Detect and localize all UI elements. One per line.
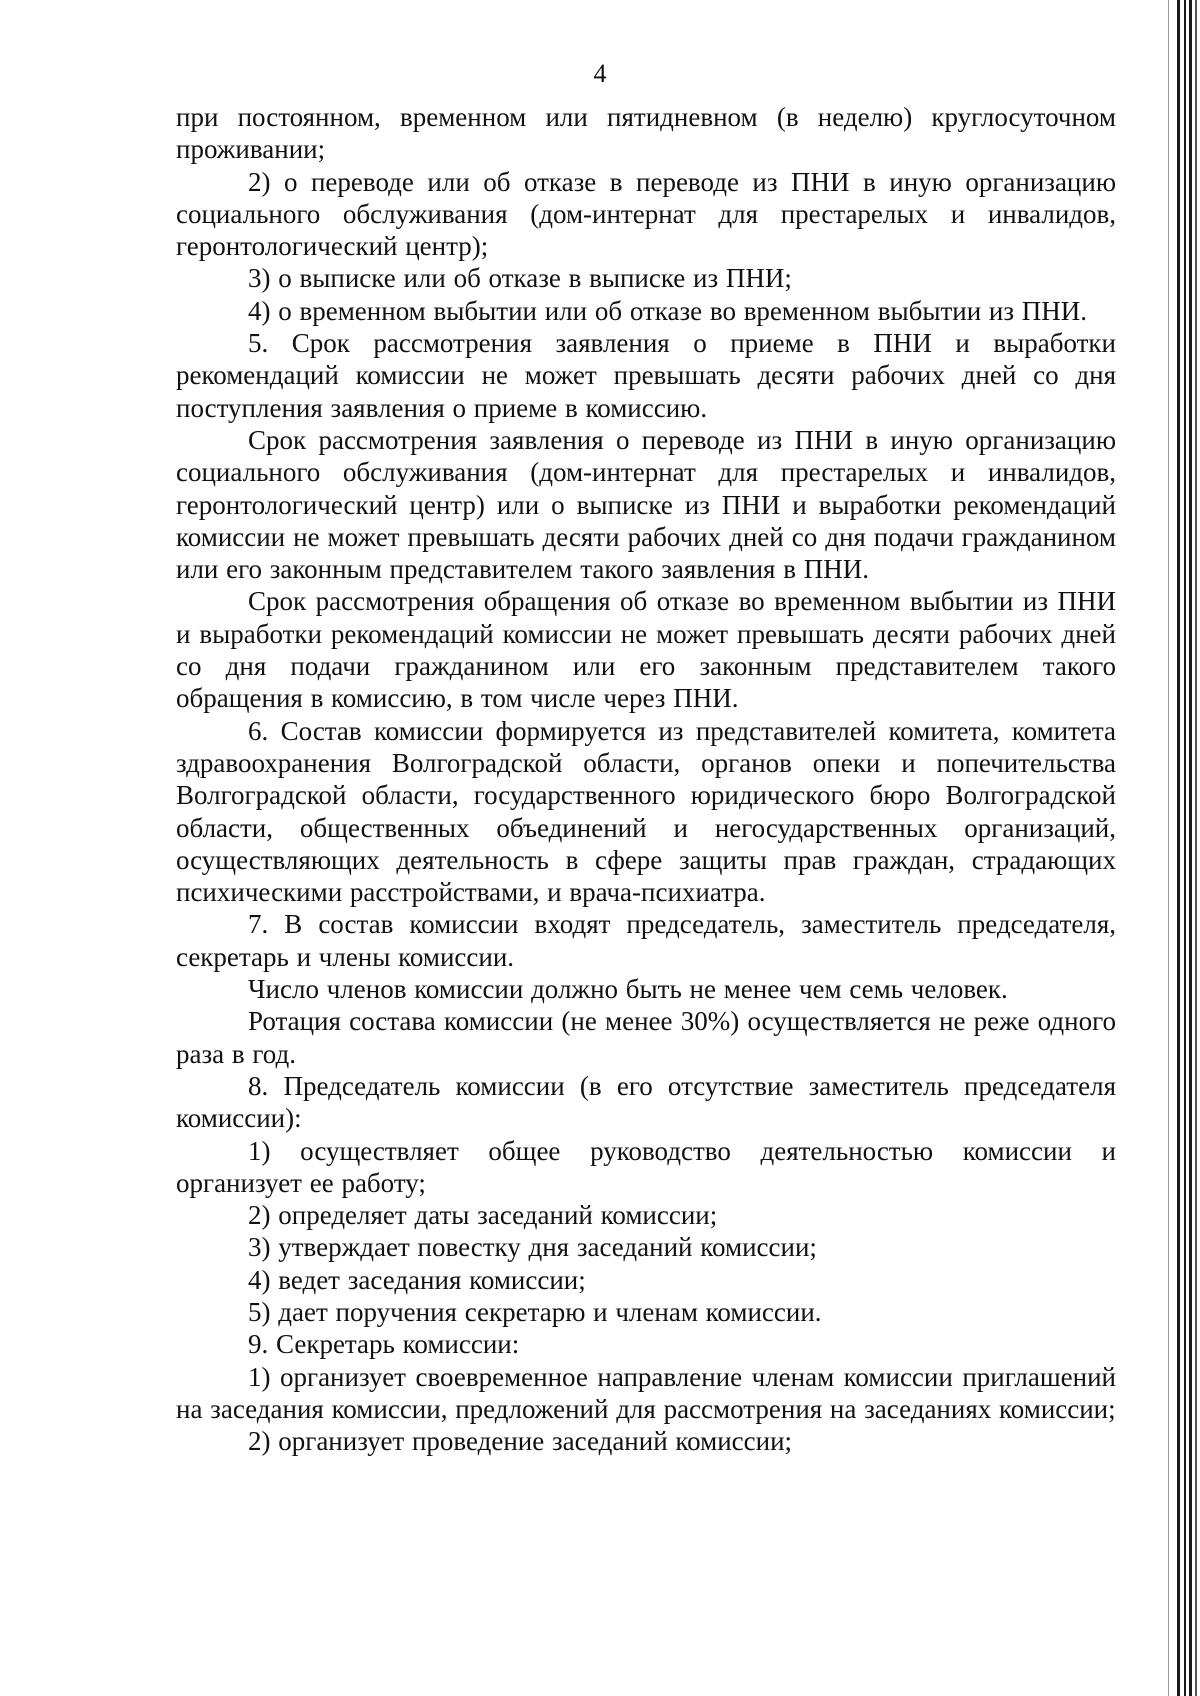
- paragraph: 4) о временном выбытии или об отказе во временном выбытии из ПНИ.: [248, 295, 1088, 326]
- paragraph: 2) организует проведение заседаний комиссии;: [248, 1426, 793, 1457]
- scan-edge-line: [1189, 0, 1192, 1696]
- paragraph: при постоянном, временном или пятидневном (в неделю) круглосуточном проживании;: [176, 102, 1116, 165]
- paragraph: 3) о выписке или об отказе в выписке из ПНИ;: [248, 263, 792, 294]
- scan-edge-line: [1177, 0, 1180, 1696]
- paragraph: 2) о переводе или об отказе в переводе из ПНИ в иную организацию социального обслуживания (дом-интернат для престарелых и инвалидов, геронтологический центр);: [176, 166, 1116, 262]
- paragraph: 8. Председатель комиссии (в его отсутствие заместитель председателя комиссии):: [176, 1070, 1116, 1134]
- scan-edge-line: [1184, 0, 1186, 1696]
- paragraph: 1) организует своевременное направление членам комиссии приглашений на заседания комиссии, предложений для рассмотрения на заседаниях комиссии;: [176, 1361, 1116, 1424]
- paragraph: Срок рассмотрения заявления о переводе из ПНИ в иную организацию социального обслуживания (дом-интернат для престарелых и инвалидов, геронтологический центр) или о выписке из ПНИ и выработки рекомендаций комиссии не может превышать десяти рабочих дней со дня подачи гражданином или его законным представителем такого заявления в ПНИ.: [176, 424, 1116, 585]
- paragraph: 6. Состав комиссии формируется из представителей комитета, комитета здравоохранения Волгоградской области, органов опеки и попечительства Волгоградской области, государственного юридического бюро Волгоградской области, общественных объединений и негосударственных организаций, осуществляющих деятельность в сфере защиты прав граждан, страдающих психическими расстройствами, и врача-психиатра.: [176, 715, 1116, 908]
- scan-edge-line: [1168, 0, 1169, 1696]
- page-number: 4: [593, 59, 607, 88]
- paragraph: 5) дает поручения секретарю и членам комиссии.: [248, 1296, 822, 1327]
- document-body: [176, 101, 1116, 1457]
- paragraph: Срок рассмотрения обращения об отказе во временном выбытии из ПНИ и выработки рекомендаций комиссии не может превышать десяти рабочих дней со дня подачи гражданином или его законным представителем такого обращения в комиссию, в том числе через ПНИ.: [176, 586, 1116, 714]
- paragraph: 9. Секретарь комиссии:: [248, 1329, 520, 1360]
- paragraph: 3) утверждает повестку дня заседаний комиссии;: [248, 1232, 817, 1263]
- paragraph: Ротация состава комиссии (не менее 30%) осуществляется не реже одного раза в год.: [176, 1006, 1116, 1069]
- scan-edge-lines: [1160, 0, 1200, 1696]
- paragraph: 1) осуществляет общее руководство деятельностью комиссии и организует ее работу;: [176, 1135, 1116, 1198]
- paragraph: 5. Срок рассмотрения заявления о приеме в ПНИ и выработки рекомендаций комиссии не может превышать десяти рабочих дней со дня поступления заявления о приеме в комиссию.: [176, 328, 1116, 423]
- paragraph: 7. В состав комиссии входят председатель, заместитель председателя, секретарь и члены комиссии.: [176, 909, 1116, 972]
- scan-edge-line: [1195, 0, 1197, 1696]
- paragraph: 2) определяет даты заседаний комиссии;: [248, 1200, 718, 1231]
- paragraph: 4) ведет заседания комиссии;: [248, 1264, 586, 1295]
- paragraph: Число членов комиссии должно быть не менее чем семь человек.: [248, 974, 1008, 1005]
